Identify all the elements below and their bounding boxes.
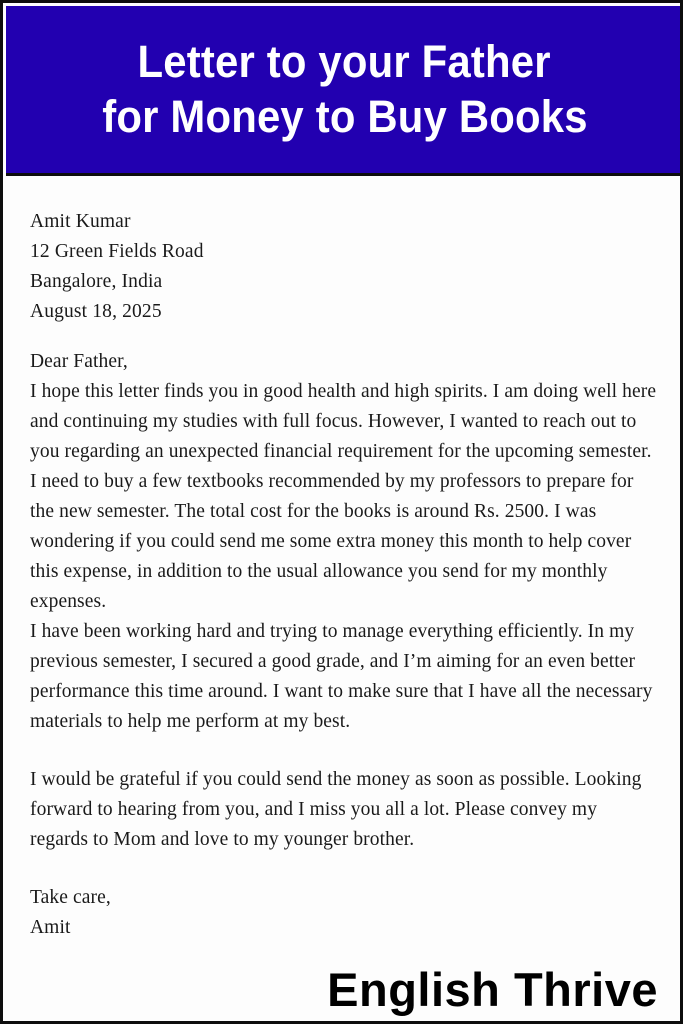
page-title-line-1: Letter to your Father [137, 35, 552, 87]
closing-phrase: Take care, [30, 887, 111, 908]
title-banner [6, 6, 683, 176]
signature-name: Amit [30, 917, 71, 938]
body-paragraph-1: I hope this letter finds you in good health and high spirits. I am doing well here and continuing my studies with full focus. However, I wanted to reach out to you regarding an unexpected financial requirement for the upcoming semester. [30, 381, 657, 462]
letter-content [3, 179, 683, 943]
sender-street: 12 Green Fields Road [30, 241, 204, 262]
body-paragraph-3: I have been working hard and trying to manage everything efficiently. In my previous semester, I secured a good grade, and I’m aiming for an even better performance this time around. I want to make sure that I have all the necessary materials to help me perform at my best. [30, 621, 653, 732]
body-paragraph-2: I need to buy a few textbooks recommended by my professors to prepare for the new semester. The total cost for the books is around Rs. 2500. I was wondering if you could send me some extra money this month to help cover this expense, in addition to the usual allowance you send for my monthly expenses. [30, 471, 634, 612]
brand-watermark: English Thrive [327, 963, 658, 1016]
letter-date: August 18, 2025 [30, 301, 162, 322]
sender-name: Amit Kumar [30, 211, 131, 232]
closing-block [30, 883, 659, 943]
salutation: Dear Father, [30, 351, 128, 372]
sender-city: Bangalore, India [30, 271, 163, 292]
page-title-line-2: for Money to Buy Books [101, 90, 588, 142]
body-paragraph-4: I would be grateful if you could send the money as soon as possible. Looking forward to hearing from you, and I miss you all a lot. Please convey my regards to Mom and love to my younger brother. [30, 769, 642, 850]
sender-address-block [30, 207, 659, 327]
